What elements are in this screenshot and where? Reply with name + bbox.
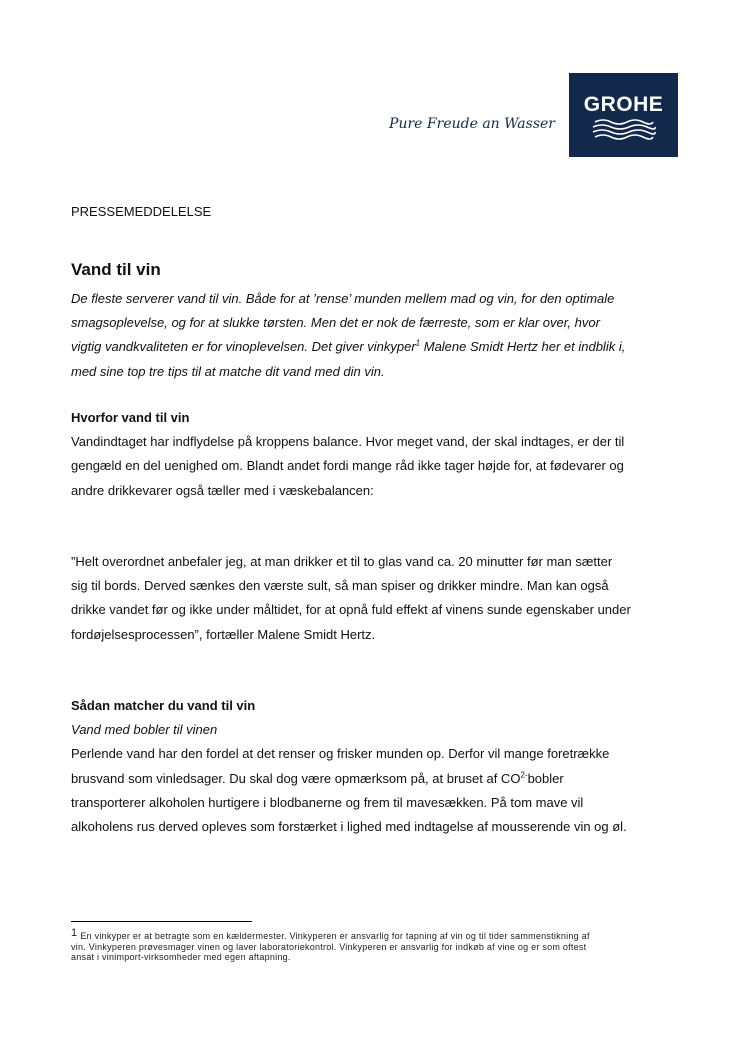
body-text-part1: Perlende vand har den fordel at det renser og frisker munden op. Derfor vil mange foretrække brusvand som vinledsager. Du skal dog være opmærksom på, at bruset af CO (71, 746, 610, 786)
section-quote (71, 550, 631, 647)
body-text-part2: bobler transporterer alkoholen hurtigere i blodbanerne og frem til mavesækken. På tom mave vil alkoholens rus derved opleves som forstærket i lighed med indtagelse af mousserende vin og øl. (71, 770, 627, 835)
water-waves-icon (591, 118, 657, 142)
lead-paragraph (71, 287, 631, 384)
lead-text-part1: De fleste serverer vand til vin. Både for at ’rense’ munden mellem mad og vin, for den optimale smagsoplevelse, og for at slukke tørsten. Men det er nok de færreste, som er klar over, hvor vigtig vandkvaliteten er for vinoplevelsen. Det giver vinkyper (71, 291, 615, 355)
footnote-mark: 1 (71, 927, 78, 939)
section-why-water (71, 406, 631, 503)
brand-slogan: Pure Freude an Wasser (389, 116, 555, 132)
document-label: PRESSEMEDDELELSE (71, 204, 212, 219)
body-paragraph (71, 742, 631, 839)
section-subheading: Vand med bobler til vinen (71, 722, 218, 738)
footnote-text: En vinkyper er at betragte som en kældermester. Vinkyperen er ansvarlig for tapning af vin og til tider sammenstikning af vin. Vinkyperen prøvesmager vinen og laver laboratoriekontrol. Vinkyperen er ansvarlig for indkøb af vine og er som oftest ansat i vinimport-virksomheder med egen aftapning. (71, 931, 590, 962)
section-matching (71, 694, 631, 839)
article-title: Vand til vin (71, 260, 161, 279)
lead-text-part2: Malene Smidt Hertz her et indblik i, med sine top tre tips til at matche dit vand med din vin. (71, 339, 626, 379)
quote-paragraph: ”Helt overordnet anbefaler jeg, at man drikker et til to glas vand ca. 20 minutter før man sætter sig til bords. Derved sænkes den værste sult, så man spiser og drikker mindre. Man kan også drikke vandet før og ikke under måltidet, for at opnå fuld effekt af vinens sunde egenskaber under fordøjelsesprocessen”, fortæller Malene Smidt Hertz. (71, 554, 631, 642)
grohe-logo (569, 73, 678, 157)
co2-superscript: 2- (520, 770, 528, 780)
section-heading: Hvorfor vand til vin (71, 410, 190, 425)
footnote-divider (71, 921, 252, 922)
footnote (71, 928, 591, 963)
footnote-reference: 1 (415, 339, 421, 349)
section-heading: Sådan matcher du vand til vin (71, 698, 256, 713)
body-paragraph: Vandindtaget har indflydelse på kroppens balance. Hvor meget vand, der skal indtages, er der til gengæld en del uenighed om. Blandt andet fordi mange råd ikke tager højde for, at fødevarer og andre drikkevarer også tæller med i væskebalancen: (71, 434, 625, 498)
logo-wordmark: GROHE (583, 93, 664, 116)
